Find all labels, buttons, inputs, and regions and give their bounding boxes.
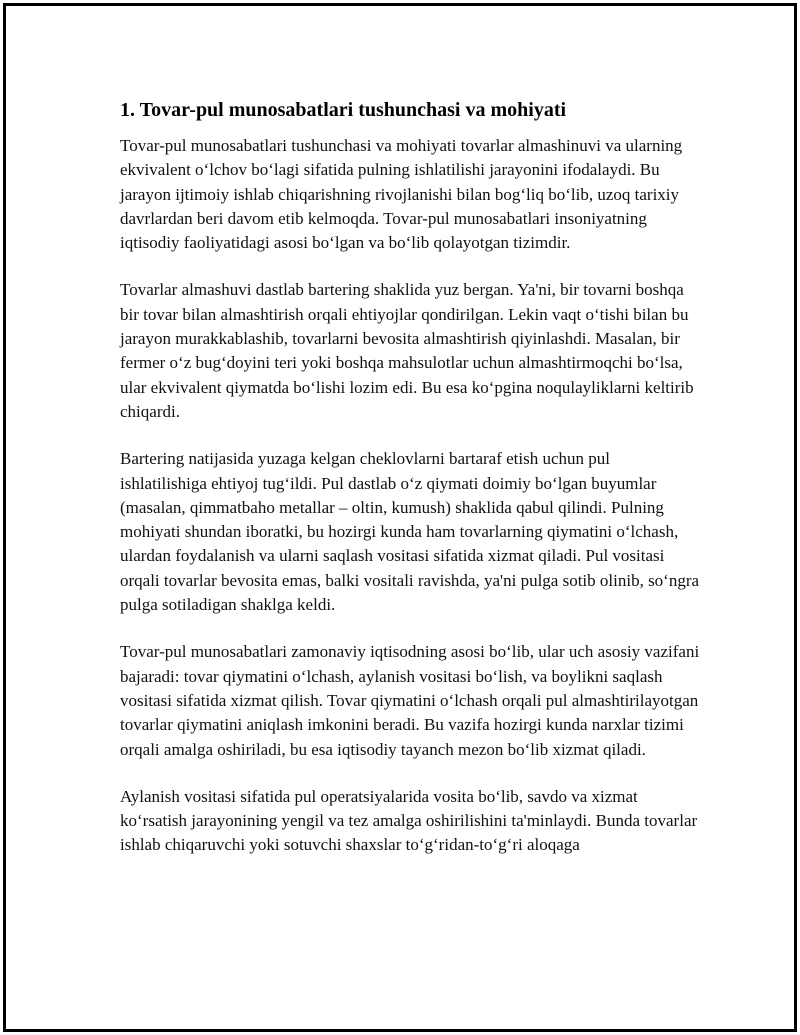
paragraph-2: Tovarlar almashuvi dastlab bartering shaklida yuz bergan. Ya'ni, bir tovarni boshqa bir tovar bilan almashtirish orqali ehtiyojlar qondirilgan. Lekin vaqt oʻtishi bilan bu jarayon murakkablashib, tovarlarni bevosita almashtirish qiyinlashdi. Masalan, bir fermer oʻz bugʻdoyini teri yoki boshqa mahsulotlar uchun almashtirmoqchi boʻlsa, ular ekvivalent qiymatda boʻlishi lozim edi. Bu esa koʻpgina noqulayliklarni keltirib chiqardi. [120,280,694,421]
document-body [120,97,700,881]
paragraph-4: Tovar-pul munosabatlari zamonaviy iqtisodning asosi boʻlib, ular uch asosiy vazifani bajaradi: tovar qiymatini oʻlchash, aylanish vositasi boʻlish, va boylikni saqlash vositasi sifatida xizmat qilish. Tovar qiymatini oʻlchash orqali pul almashtirilayotgan tovarlar qiymatini aniqlash imkonini beradi. Bu vazifa hozirgi kunda narxlar tizimi orqali amalga oshiriladi, bu esa iqtisodiy tayanch mezon boʻlib xizmat qiladi. [120,642,700,759]
paragraph-1: Tovar-pul munosabatlari tushunchasi va mohiyati tovarlar almashinuvi va ularning ekvivalent oʻlchov boʻlagi sifatida pulning ishlatilishi jarayonini ifodalaydi. Bu jarayon ijtimoiy ishlab chiqarishning rivojlanishi bilan bogʻliq boʻlib, uzoq tarixiy davrlardan beri davom etib kelmoqda. Tovar-pul munosabatlari insoniyatning iqtisodiy faoliyatidagi asosi boʻlgan va boʻlib qolayotgan tizimdir. [120,136,683,253]
paragraph-5: Aylanish vositasi sifatida pul operatsiyalarida vosita boʻlib, savdo va xizmat koʻrsatish jarayonining yengil va tez amalga oshirilishini ta'minlaydi. Bunda tovarlar ishlab chiqaruvchi yoki sotuvchi shaxslar toʻgʻridan-toʻgʻri aloqaga [120,786,698,855]
paragraph-3: Bartering natijasida yuzaga kelgan cheklovlarni bartaraf etish uchun pul ishlatilishiga ehtiyoj tugʻildi. Pul dastlab oʻz qiymati doimiy boʻlgan buyumlar (masalan, qimmatbaho metallar – oltin, kumush) shaklida qabul qilindi. Pulning mohiyati shundan iboratki, bu hozirgi kunda ham tovarlarning qiymatini oʻlchash, ulardan foydalanish va ularni saqlash vositasi sifatida xizmat qiladi. Pul vositasi orqali tovarlar bevosita emas, balki vositali ravishda, ya'ni pulga sotib olinib, soʻngra pulga sotiladigan shaklga keldi. [120,449,700,615]
section-heading: 1. Tovar-pul munosabatlari tushunchasi va mohiyati [120,99,567,121]
document-page [3,3,797,1032]
